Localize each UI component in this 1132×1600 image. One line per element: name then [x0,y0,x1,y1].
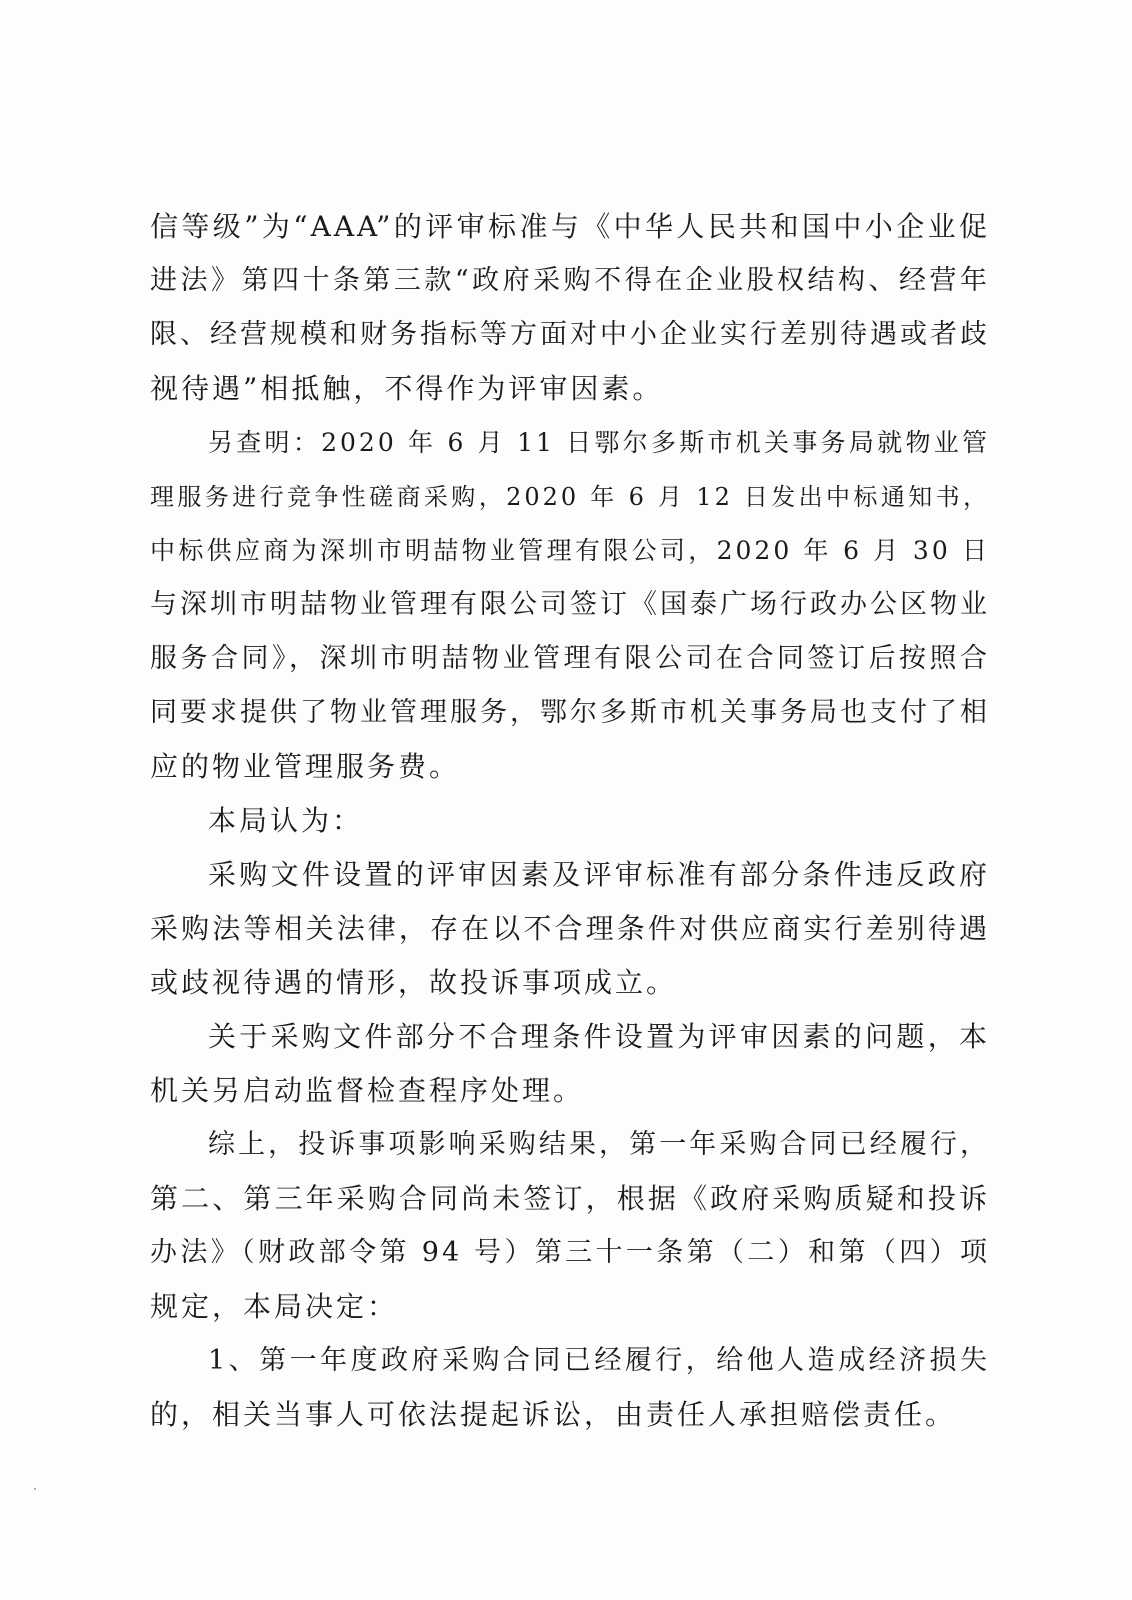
text-line: 限、经营规模和财务指标等方面对中小企业实行差别待遇或者歧 [150,319,990,350]
text-line: 信等级”为“AAA”的评审标准与《中华人民共和国中小企业促 [150,210,990,243]
text-line: 理服务进行竞争性磋商采购，2020 年 6 月 12 日发出中标通知书， [150,483,990,511]
text-line: 视待遇”相抵触，不得作为评审因素。 [150,372,664,405]
text-line: 综上，投诉事项影响采购结果，第一年采购合同已经履行， [208,1129,990,1160]
document-body [150,200,990,1442]
paragraph-7 [150,1334,990,1442]
text-line: 另查明：2020 年 6 月 11 日鄂尔多斯市机关事务局就物业管 [208,428,990,457]
text-line: 同要求提供了物业管理服务，鄂尔多斯市机关事务局也支付了相 [150,697,990,728]
text-line: 服务合同》，深圳市明喆物业管理有限公司在合同签订后按照合 [150,643,990,674]
text-line: 与深圳市明喆物业管理有限公司签订《国泰广场行政办公区物业 [150,589,990,620]
text-line: 进法》第四十条第三款“政府采购不得在企业股权结构、经营年 [150,265,990,296]
text-line: 本局认为： [208,804,364,837]
paragraph-1 [150,200,990,416]
paragraph-5 [150,1010,990,1118]
text-line: 采购法等相关法律，存在以不合理条件对供应商实行差别待遇 [150,912,990,945]
text-line: 机关另启动监督检查程序处理。 [150,1074,585,1107]
paragraph-2 [150,416,990,794]
text-line: 的，相关当事人可依法提起诉讼，由责任人承担赔偿责任。 [150,1398,957,1431]
paragraph-4 [150,848,990,1010]
text-line: 第二、第三年采购合同尚未签订，根据《政府采购质疑和投诉 [150,1182,990,1215]
text-line: 采购文件设置的评审因素及评审标准有部分条件违反政府 [208,858,990,891]
text-line: 关于采购文件部分不合理条件设置为评审因素的问题，本 [208,1020,990,1053]
paragraph-6 [150,1118,990,1334]
scan-speck [34,1488,36,1490]
text-line: 1、第一年度政府采购合同已经履行，给他人造成经济损失 [208,1345,990,1376]
text-line: 中标供应商为深圳市明喆物业管理有限公司，2020 年 6 月 30 日 [150,536,990,565]
text-line: 办法》（财政部令第 94 号）第三十一条第（二）和第（四）项 [150,1237,990,1268]
text-line: 规定，本局决定： [150,1290,399,1323]
text-line: 或歧视待遇的情形，故投诉事项成立。 [150,966,678,999]
paragraph-3 [150,794,990,848]
text-line: 应的物业管理服务费。 [150,750,461,783]
